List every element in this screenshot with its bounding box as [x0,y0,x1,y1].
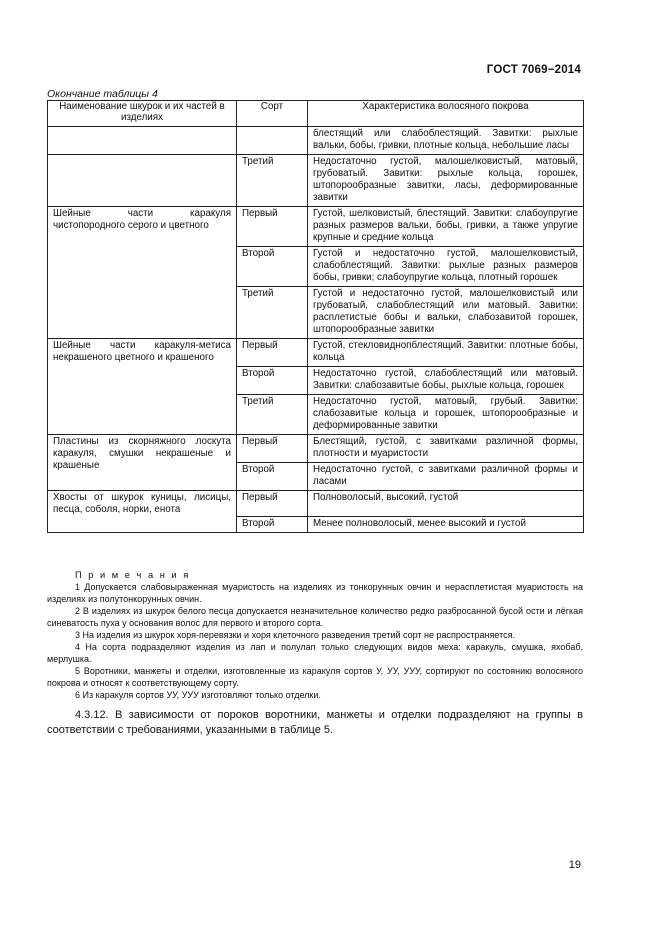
note-item: 6 Из каракуля сортов УУ, УУУ изготовляют только отделки. [75,690,321,700]
table-row [48,155,584,207]
cell-characteristic: блестящий или слабоблестящий. Завитки: рыхлые вальки, бобы, гривки, плотные кольца, небольшие ласы [308,127,584,155]
cell-sort: Третий [237,395,308,435]
cell-sort: Второй [237,517,308,533]
cell-characteristic: Недостаточно густой, с завитками различной формы и ласами [308,463,584,491]
cell-characteristic: Недостаточно густой, матовый, грубый. Завитки: слабозавитые кольца и горошек, штопорообразные и деформированные завитки [308,395,584,435]
page-number: 19 [568,859,581,871]
cell-sort: Третий [237,287,308,339]
cell-name: Пластины из скорняжного лоскута каракуля, смушки некрашеные и крашеные [48,435,237,491]
cell-characteristic: Густой и недостаточно густой, малошелковистый, слабоблестящий. Завитки: рыхлые разных размеров бобы, гривки; слабоупругие кольца, плотный горошек [308,247,584,287]
column-header-characteristic: Характеристика волосяного покрова [308,101,584,127]
cell-characteristic: Густой, шелковистый, блестящий. Завитки: слабоупругие разных размеров вальки, бобы, гривки, а также упругие крупные и средние кольца [308,207,584,247]
table-row [48,491,584,517]
cell-characteristic: Полноволосый, высокий, густой [308,491,584,517]
column-header-name: Наименование шкурок и их частей в изделиях [48,101,237,127]
cell-sort: Первый [237,491,308,517]
table-row [48,207,584,247]
column-header-sort: Сорт [237,101,308,127]
cell-sort [237,127,308,155]
standard-header: ГОСТ 7069−2014 [486,64,581,76]
paragraph-4-3-12: 4.3.12. В зависимости от пороков воротники, манжеты и отделки подразделяют на группы в соответствии с требованиями, указанными в таблице 5. [47,709,583,736]
cell-name: Шейные части каракуля-метиса некрашеного цветного и крашеного [48,339,237,435]
cell-sort: Третий [237,155,308,207]
cell-characteristic: Менее полноволосый, менее высокий и густой [308,517,584,533]
table-row [48,127,584,155]
cell-characteristic: Густой и недостаточно густой, малошелковистый или грубоватый, слабоблестящий или матовый. Завитки: расплетистые бобы и вальки, слабозавитой горошек, штопорообразные завитки [308,287,584,339]
note-item: 3 На изделия из шкурок хоря-перевязки и хоря клеточного разведения третий сорт не распространяется. [75,630,515,640]
cell-sort: Второй [237,367,308,395]
note-item: 5 Воротники, манжеты и отделки, изготовленные из каракуля сортов У, УУ, УУУ, сортируют по состоянию волосяного покрова и относят к соответствующему сорту. [47,666,583,688]
cell-characteristic: Недостаточно густой, слабоблестящий или матовый. Завитки: слабозавитые бобы, рыхлые кольца, горошек [308,367,584,395]
cell-sort: Первый [237,435,308,463]
note-item: 4 На сорта подразделяют изделия из лап и полулап только следующих видов меха: каракуль, смушка, яхобаб, мерлушка. [47,642,583,664]
note-item: 1 Допускается слабовыраженная муаристость на изделиях из тонкорунных овчин и нерасплетистая муаристость на изделиях из полутонкорунных овчин. [47,582,583,604]
cell-characteristic: Блестящий, густой, с завитками различной формы, плотности и муаристости [308,435,584,463]
cell-name [48,155,237,207]
sort-characteristics-table [47,100,584,533]
cell-name: Хвосты от шкурок куницы, лисицы, песца, соболя, норки, енота [48,491,237,533]
cell-name [48,127,237,155]
cell-name: Шейные части каракуля чистопородного серого и цветного [48,207,237,339]
table-caption: Окончание таблицы 4 [47,88,158,100]
cell-sort: Первый [237,339,308,367]
cell-sort: Первый [237,207,308,247]
cell-sort: Второй [237,463,308,491]
note-item: 2 В изделиях из шкурок белого песца допускается незначительное количество редко разбросанной бусой ости и лёгкая синеватость пуха у основания волос для первого и второго сорта. [47,606,583,628]
cell-characteristic: Густой, стекловиднопблестящий. Завитки: плотные бобы, кольца [308,339,584,367]
table-row [48,435,584,463]
notes-title: П р и м е ч а н и я [75,570,191,580]
cell-sort: Второй [237,247,308,287]
cell-characteristic: Недостаточно густой, малошелковистый, матовый, грубоватый. Завитки: рыхлые кольца, горошек, штопорообразные завитки, ласы, деформированные завитки [308,155,584,207]
table-row [48,339,584,367]
notes-section [47,569,583,701]
